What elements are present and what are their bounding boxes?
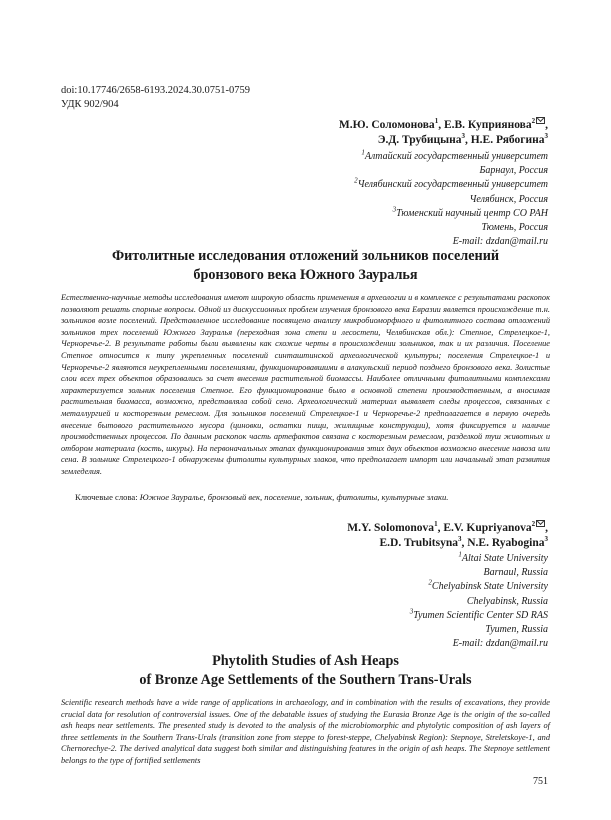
affiliation-city: Тюмень, Россия (481, 222, 548, 234)
keywords-label: Ключевые слова: (75, 492, 138, 502)
en-title: Phytolith Studies of Ash Heaps of Bronze Age Settlements of the Southern Trans-Urals (139, 653, 472, 688)
ru-keywords (75, 491, 550, 503)
ru-title: Фитолитные исследования отложений зольников поселений бронзового века Южного Зауралья (111, 248, 500, 283)
envelope-icon[interactable] (536, 117, 545, 124)
affiliation-city: Барнаул, Россия (479, 165, 548, 177)
doi[interactable]: doi:10.17746/2658-6193.2024.30.0751-0759 (61, 85, 250, 96)
email[interactable]: E-mail: dzdan@mail.ru (452, 638, 548, 650)
en-authors (347, 521, 548, 551)
udk: УДК 902/904 (61, 99, 119, 110)
article-header-meta (61, 84, 250, 112)
ru-authors-line-1: М.Ю. Соломонова$^1$, Е.В. Куприянова$^2$ , (338, 117, 548, 131)
ru-abstract: Естественно-научные методы исследования имеют широкую область применения в археологии и в комплексе с результатами раскопок позволяют решать спорные вопросы. Одной из дискуссионных проблем изучения бронзового века Евразии является происхождение т.н. зольников возле поселений. Представленное исследование посвящено анализу микробиоморфного и фитолитного состава отложений зольников трех поселений Южного Зауралья (переходная зона степи и лесостепи, Челябинская обл.): Степное, Стрелецкое-1, Черноречье-2. В результате работы были выявлены как схожие черты в происхождении зольников, так и их различия. Поселение Степное относится к типу укрепленных поселений синташтинской археологической культуры; поселения Стрелецкое-1 и Черноречье-2 являются неукрепленными поселениями, функционировавшими в алакульский период позднего бронзового века. Золистые слои всех трех объектов образовались за счет внесения растительной биомассы. Наиболее отличными фитолитными комплексами характеризуется зольник поселения Степное. Его функционирование было в основной степени производственным, а вносимая растительная биомасса, возможно, представляла собой сено. Археологический материал выявляет следы процессов, связанных с металлургией и косторезным ремеслом. Для зольников поселений Стрелецкое-1 и Черноречье-2 предполагается в первую очередь внесение бытового растительного мусора (циновки, остатки пищи, жилищные конструкции), хотя фиксируется и наличие производственных процессов. По данным раскопок часть артефактов связана с косторезным ремеслом, разделкой туш животных и отбором материала (кость, шкуры). На первоначальных этапах функционирования этих двух объектов возможно внесение навоза или сена. В зольнике Стрелецкого-1 обнаружены фитолиты культурных злаков, что предполагает импорт или начальный этап развития земледелия. (61, 293, 550, 476)
affiliation-org: $^2$Chelyabinsk State University (428, 579, 548, 593)
affiliation-city: Tyumen, Russia (485, 624, 548, 636)
affiliation-org: $^2$Челябинский государственный университет (354, 177, 548, 191)
affiliation-city: Chelyabinsk, Russia (466, 595, 548, 607)
en-authors-line-1: M.Y. Solomonova$^1$, E.V. Kupriyanova$^2$ , (347, 520, 548, 534)
en-authors-line-2: E.D. Trubitsyna$^3$, N.E. Ryabogina$^3$ (379, 535, 548, 549)
page-number: 751 (533, 776, 548, 787)
ru-authors (339, 118, 548, 148)
affiliation-org: $^1$Altai State University (458, 550, 548, 564)
ru-affiliations (354, 150, 548, 249)
en-affiliations (410, 552, 548, 651)
en-abstract: Scientific research methods have a wide range of applications in archaeology, and in combination with the results of excavations, they provide crucial data for resolution of controversial issues. One of the debatable issues of studying the Eurasia Bronze Age is the origin of the so-called ash heaps near settlements. The presented study is devoted to the analysis of the microbiomorphic and phytolytic composition of ash layers of three settlements in the Southern Trans-Urals (transition zone from steppe to forest-steppe, Chelyabinsk Region): Stepnoye, Streletskoye-1, and Chernorechye-2. The derived analytical data suggest both similar and distinguishing features in the origin of ash heaps. The Stepnoye settlement belongs to the type of fortified settlements (61, 698, 550, 765)
affiliation-org: $^3$Tyumen Scientific Center SD RAS (409, 607, 548, 621)
envelope-icon[interactable] (536, 520, 545, 527)
affiliation-city: Barnaul, Russia (483, 567, 548, 579)
affiliation-org: $^1$Алтайский государственный университет (361, 148, 548, 162)
ru-authors-line-2: Э.Д. Трубицына$^3$, Н.Е. Рябогина$^3$ (377, 132, 548, 146)
keywords-list: Южное Зауралье, бронзовый век, поселение, зольник, фитолиты, культурные злаки. (139, 492, 449, 502)
email[interactable]: E-mail: dzdan@mail.ru (452, 236, 548, 248)
affiliation-org: $^3$Тюменский научный центр СО РАН (392, 205, 548, 219)
affiliation-city: Челябинск, Россия (469, 193, 548, 205)
